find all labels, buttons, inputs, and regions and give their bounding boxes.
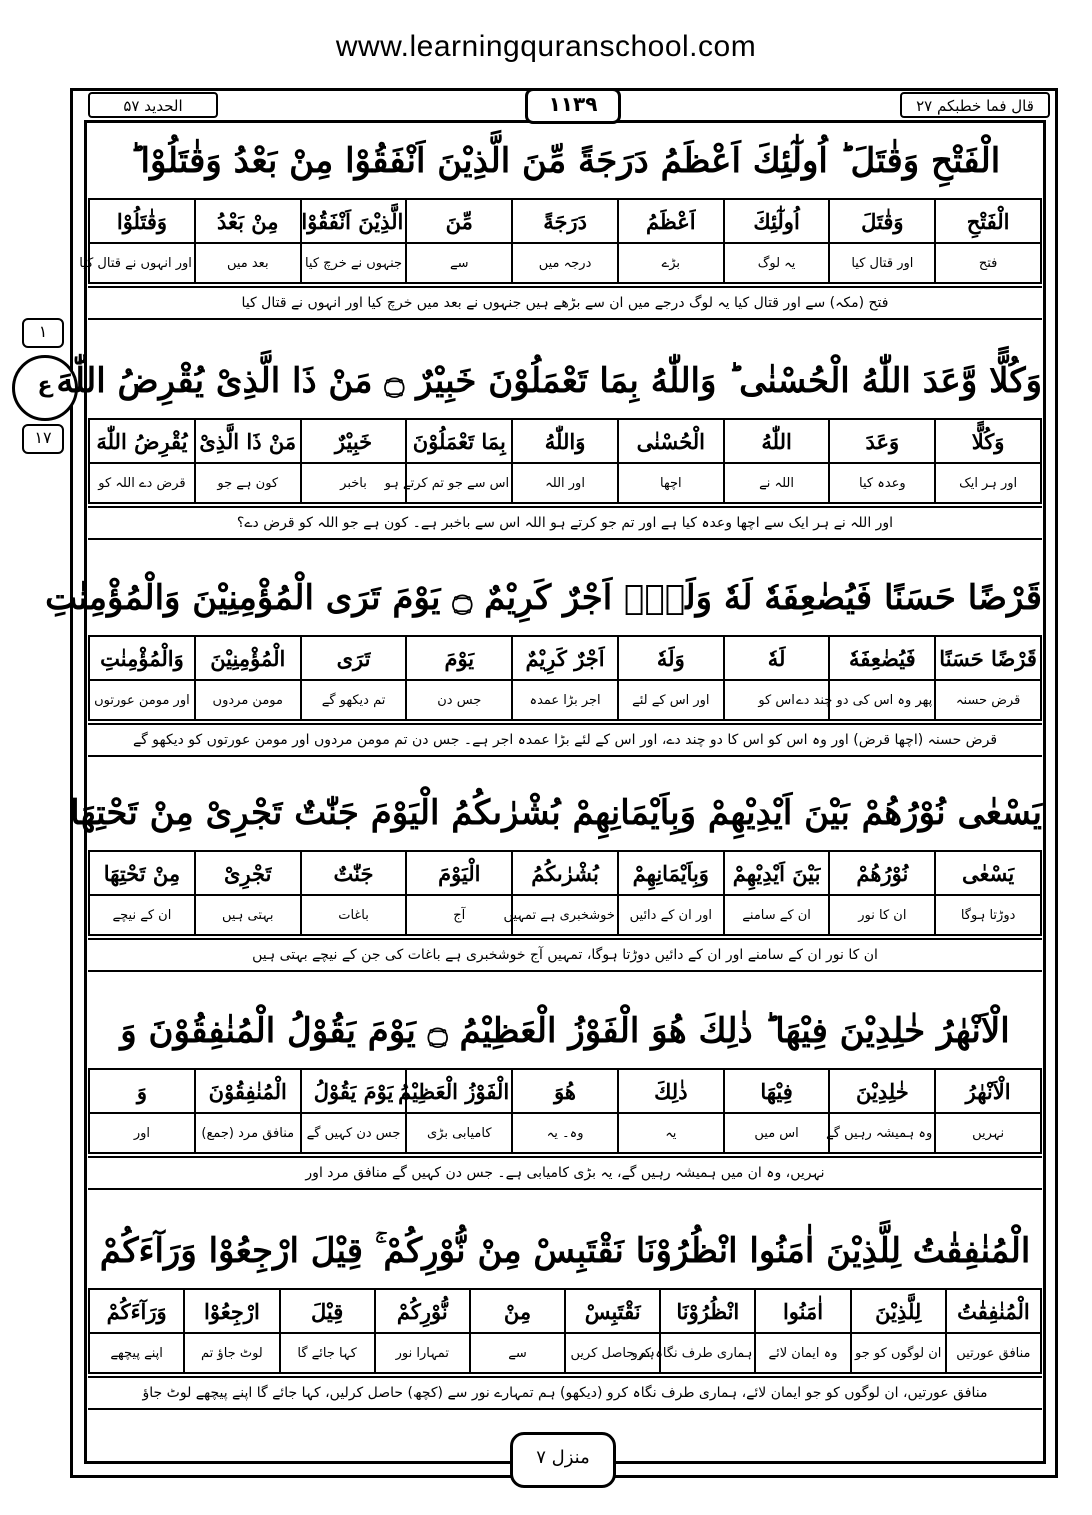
word-meaning: بہتی ہیں (195, 895, 301, 935)
word-meaning: وہ ہمیشہ رہیں گے (829, 1113, 935, 1153)
word-arabic: ارْجِعُوْا (184, 1289, 279, 1333)
word-arabic: وَكُلًّا (935, 419, 1041, 463)
word-meaning: لوٹ جاؤ تم (184, 1333, 279, 1373)
word-arabic: وَبِاَيْمَانِهِمْ (618, 851, 724, 895)
word-table (79, 198, 1042, 284)
word-meaning: کامیابی بڑی (406, 1113, 512, 1153)
word-meaning: وعدہ کیا (829, 463, 935, 503)
word-arabic: انْظُرُوْنَا (660, 1289, 755, 1333)
word-arabic: الْحُسْنٰى (618, 419, 724, 463)
word-arabic: بِمَا تَعْمَلُوْنَ (406, 419, 512, 463)
word-meaning: ہم حاصل کریں (565, 1333, 660, 1373)
word-meaning: جنہوں نے خرچ کیا (301, 243, 407, 283)
word-meaning: فتح (935, 243, 1041, 283)
word-meaning: منافق مرد (جمع) (195, 1113, 301, 1153)
word-meaning: دوڑتا ہوگا (935, 895, 1041, 935)
word-meaning: درجہ میں (512, 243, 618, 283)
word-arabic: وَالْمُؤْمِنٰتِ (89, 636, 195, 680)
word-meaning: تم دیکھو گے (301, 680, 407, 720)
word-meaning: پھر وہ اس کی دو چند دے (829, 680, 935, 720)
word-arabic: دَرَجَةً (512, 199, 618, 243)
word-arabic: وَقٰتَلَ (829, 199, 935, 243)
translation-line: قرض حسنہ (اچھا قرض) اور وہ اس کو اس کا دو چند دے، اور اس کے لئے بڑا عمدہ اجر ہے۔ جس دن تم مومن مردوں اور مومن عورتوں کو دیکھو گے (88, 723, 1042, 757)
word-meaning: وہ۔ یہ (512, 1113, 618, 1153)
word-arabic: يَوْمَ يَقُوْلُ (301, 1069, 407, 1113)
ayah-line: قَرْضًا حَسَنًا فَيُضٰعِفَهٗ لَهٗ وَلَهٗۤ اَجْرٌ كَرِيْمٌ ۝ يَوْمَ تَرَى الْمُؤْمِنِيْنَ وَالْمُؤْمِنٰتِ (45, 578, 1042, 618)
word-arabic: وَقٰتَلُوْا (89, 199, 195, 243)
word-meaning: اور مومن عورتوں (89, 680, 195, 720)
word-arabic: وَعَدَ (829, 419, 935, 463)
ayah-line: الْمُنٰفِقٰتُ لِلَّذِيْنَ اٰمَنُوا انْظُرُوْنَا نَقْتَبِسْ مِنْ نُّوْرِكُمْ ۚ قِيْلَ ارْجِعُوْا وَرَآءَكُمْ (99, 1231, 1031, 1271)
word-arabic: مَنْ ذَا الَّذِىْ (195, 419, 301, 463)
word-meaning: اپنے پیچھے (89, 1333, 184, 1373)
word-arabic: هُوَ (512, 1069, 618, 1113)
word-meaning: جس دن کہیں گے (301, 1113, 407, 1153)
word-meaning: باخبر (301, 463, 407, 503)
word-meaning: بعد میں (195, 243, 301, 283)
word-meaning: کون ہے جو (195, 463, 301, 503)
word-arabic: الْفَتْحِ (935, 199, 1041, 243)
word-meaning: اور ان کے دائیں (618, 895, 724, 935)
word-arabic: مِنْ تَحْتِهَا (89, 851, 195, 895)
ruku-marker: ع (12, 355, 78, 421)
word-arabic: قَرْضًا حَسَنًا (935, 636, 1041, 680)
word-arabic: وَاللّٰهُ (512, 419, 618, 463)
word-table (88, 1288, 1042, 1374)
word-meaning: ان کا نور (829, 895, 935, 935)
ayah-line: الْفَتْحِ وَقٰتَلَ ؕ اُولٰٓئِكَ اَعْظَمُ دَرَجَةً مِّنَ الَّذِيْنَ اَنْفَقُوْا مِنْ بَعْدُ وَقٰتَلُوْا ؕ (129, 141, 1001, 181)
translation-line: نہریں، وہ ان میں ہمیشہ رہیں گے، یہ بڑی کامیابی ہے۔ جس دن کہیں گے منافق مرد اور (88, 1156, 1042, 1190)
word-meaning: اور اللہ (512, 463, 618, 503)
word-table (88, 1068, 1042, 1154)
word-meaning: اور قتال کیا (829, 243, 935, 283)
word-table (88, 418, 1042, 504)
word-meaning: ان کے سامنے (724, 895, 830, 935)
word-meaning: ان لوگوں کو جو (851, 1333, 946, 1373)
word-arabic: فَيُضٰعِفَهٗ (829, 636, 935, 680)
word-meaning: اچھا (618, 463, 724, 503)
word-meaning: مومن مردوں (195, 680, 301, 720)
side-marker-top: ۱ (22, 318, 64, 348)
word-meaning: اور اس کے لئے (618, 680, 724, 720)
word-meaning: اور انہوں نے قتال کیا (89, 243, 195, 283)
word-arabic: اُولٰٓئِكَ (724, 199, 830, 243)
word-meaning: جس دن (406, 680, 512, 720)
word-arabic: مِنْ بَعْدُ (195, 199, 301, 243)
word-arabic: الْيَوْمَ (406, 851, 512, 895)
ayah-line: الْاَنْهٰرُ خٰلِدِيْنَ فِيْهَا ؕ ذٰلِكَ هُوَ الْفَوْزُ الْعَظِيْمُ ۝ يَوْمَ يَقُوْلُ الْمُنٰفِقُوْنَ وَ (120, 1011, 1010, 1051)
word-arabic: مِنْ (470, 1289, 565, 1333)
word-meaning: منافق عورتیں (946, 1333, 1041, 1373)
header-para-label: قال فما خطبکم ۲۷ (900, 92, 1050, 118)
word-arabic: لَهٗ (724, 636, 830, 680)
ayah-line: يَسْعٰى نُوْرُهُمْ بَيْنَ اَيْدِيْهِمْ وَبِاَيْمَانِهِمْ بُشْرٰىكُمُ الْيَوْمَ جَنّٰتٌ تَجْرِىْ مِنْ تَحْتِهَا (70, 793, 1042, 833)
translation-line: اور اللہ نے ہر ایک سے اچھا وعدہ کیا ہے اور تم جو کرتے ہو اللہ اس سے باخبر ہے۔ کون ہے جو اللہ کو قرض دے؟ (88, 506, 1042, 540)
word-meaning: اللہ نے (724, 463, 830, 503)
word-meaning: وہ ایمان لائے (755, 1333, 850, 1373)
word-arabic: اَعْظَمُ (618, 199, 724, 243)
side-marker-bottom: ۱۷ (22, 424, 64, 454)
word-arabic: نُوْرُهُمْ (829, 851, 935, 895)
word-meaning: ان کے نیچے (89, 895, 195, 935)
word-arabic: وَ (89, 1069, 195, 1113)
word-arabic: الْمُؤْمِنِيْنَ (195, 636, 301, 680)
word-arabic: خَبِيْرٌ (301, 419, 407, 463)
word-meaning: یہ لوگ (724, 243, 830, 283)
word-meaning: باغات (301, 895, 407, 935)
word-meaning: سے (470, 1333, 565, 1373)
word-meaning: تمہارا نور (375, 1333, 470, 1373)
word-arabic: اٰمَنُوا (755, 1289, 850, 1333)
word-meaning: خوشخبری ہے تمہیں (512, 895, 618, 935)
word-arabic: بَيْنَ اَيْدِيْهِمْ (724, 851, 830, 895)
header-surah-label: الحدید ۵۷ (88, 92, 218, 118)
word-arabic: يَسْعٰى (935, 851, 1041, 895)
word-arabic: الْفَوْزُ الْعَظِيْمُ (406, 1069, 512, 1113)
word-arabic: لِلَّذِيْنَ (851, 1289, 946, 1333)
word-meaning: قرض دے اللہ کو (89, 463, 195, 503)
word-arabic: جَنّٰتٌ (301, 851, 407, 895)
word-meaning: یہ (618, 1113, 724, 1153)
word-arabic: يُقْرِضُ اللّٰهَ (89, 419, 195, 463)
word-arabic: قِيْلَ (280, 1289, 375, 1333)
word-arabic: خٰلِدِيْنَ (829, 1069, 935, 1113)
word-arabic: الْاَنْهٰرُ (935, 1069, 1041, 1113)
word-arabic: تَرَى (301, 636, 407, 680)
word-meaning: ہماری طرف نگاہ کرو (660, 1333, 755, 1373)
word-table (88, 850, 1042, 936)
site-url: www.learningquranschool.com (335, 30, 757, 63)
word-arabic: وَرَآءَكُمْ (89, 1289, 184, 1333)
ayah-line: وَكُلًّا وَّعَدَ اللّٰهُ الْحُسْنٰى ؕ وَاللّٰهُ بِمَا تَعْمَلُوْنَ خَبِيْرٌ ۝ مَنْ ذَا الَّذِىْ يُقْرِضُ اللّٰهَ (56, 361, 1042, 401)
translation-line: فتح (مکہ) سے اور قتال کیا یہ لوگ درجے میں ان سے بڑھے ہیں جنہوں نے بعد میں خرچ کیا اور انہوں نے قتال کیا (88, 286, 1042, 320)
word-meaning: اس کو (724, 680, 830, 720)
word-arabic: يَوْمَ (406, 636, 512, 680)
word-table (88, 635, 1042, 721)
word-meaning: اس سے جو تم کرتے ہو (406, 463, 512, 503)
word-meaning: اور (89, 1113, 195, 1153)
word-arabic: نَقْتَبِسْ (565, 1289, 660, 1333)
translation-line: منافق عورتیں، ان لوگوں کو جو ایمان لائے، ہماری طرف نگاہ کرو (دیکھو) ہم تمہارے نور سے (کچھ) حاصل کرلیں، کہا جائے گا اپنے پیچھے لوٹ جاؤ (88, 1376, 1042, 1410)
word-arabic: اَجْرٌ كَرِيْمٌ (512, 636, 618, 680)
word-meaning: اجر بڑا عمدہ (512, 680, 618, 720)
word-meaning: آج (406, 895, 512, 935)
word-meaning: کہا جائے گا (280, 1333, 375, 1373)
word-meaning: نہریں (935, 1113, 1041, 1153)
page-number: ۱۱۳۹ (525, 88, 621, 124)
word-arabic: بُشْرٰىكُمُ (512, 851, 618, 895)
word-meaning: اس میں (724, 1113, 830, 1153)
word-meaning: اور ہر ایک (935, 463, 1041, 503)
word-arabic: ذٰلِكَ (618, 1069, 724, 1113)
word-meaning: قرض حسنہ (935, 680, 1041, 720)
word-arabic: الْمُنٰفِقُوْنَ (195, 1069, 301, 1113)
word-arabic: الْمُنٰفِقٰتُ (946, 1289, 1041, 1333)
word-arabic: نُّوْرِكُمْ (375, 1289, 470, 1333)
word-arabic: الَّذِيْنَ اَنْفَقُوْا (301, 199, 407, 243)
manzil-badge: منزل ۷ (510, 1432, 616, 1488)
word-meaning: بڑے (618, 243, 724, 283)
word-arabic: اللّٰهُ (724, 419, 830, 463)
word-arabic: فِيْهَا (724, 1069, 830, 1113)
word-meaning: سے (406, 243, 512, 283)
word-arabic: تَجْرِىْ (195, 851, 301, 895)
translation-line: ان کا نور ان کے سامنے اور ان کے دائیں دوڑتا ہوگا، تمہیں آج خوشخبری ہے باغات کی جن کے نیچے بہتی ہیں (88, 938, 1042, 972)
word-arabic: وَلَهٗ (618, 636, 724, 680)
word-arabic: مِّنَ (406, 199, 512, 243)
